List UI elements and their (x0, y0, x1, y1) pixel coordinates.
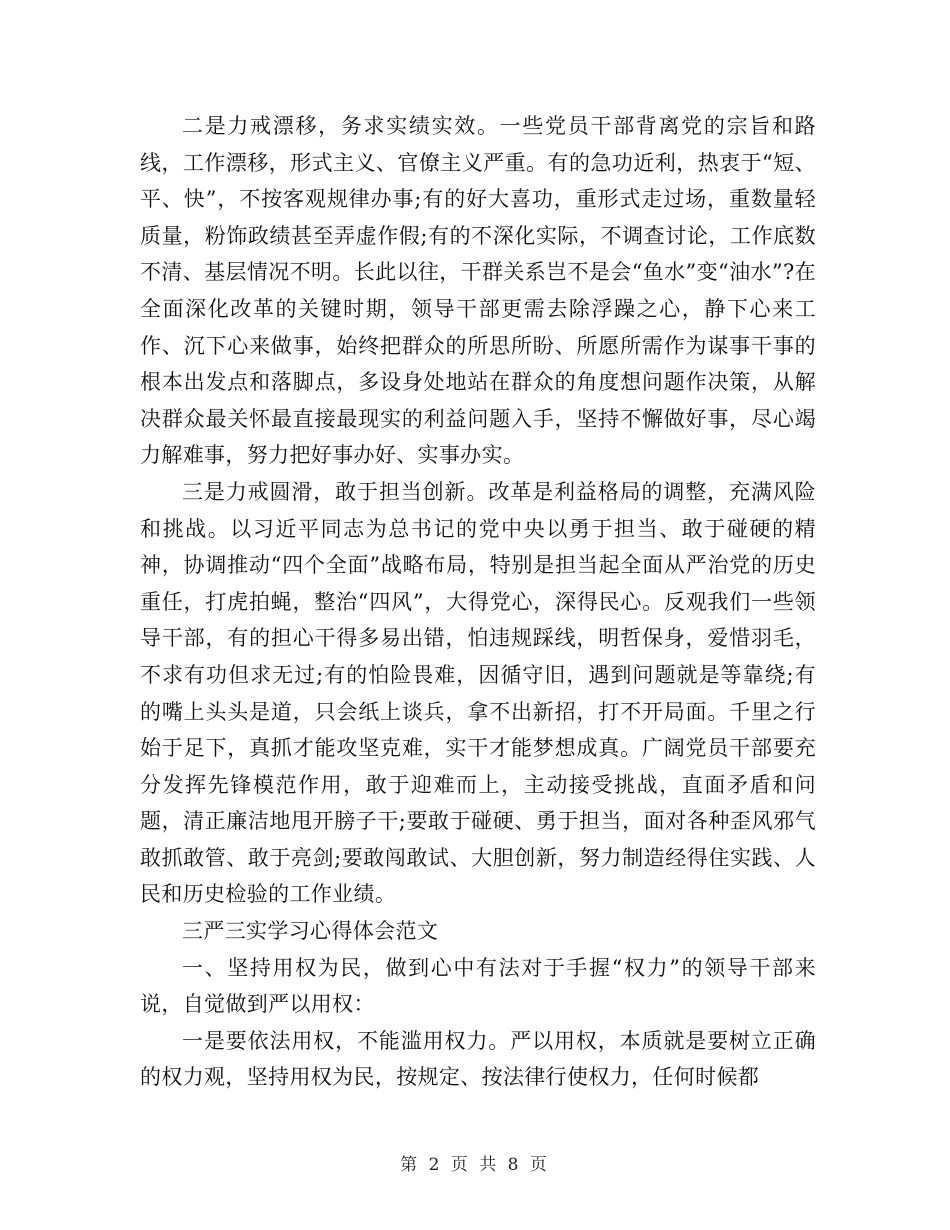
paragraph-power-for-people: 一、坚持用权为民，做到心中有法对于手握“权力”的领导干部来说，自觉做到严以用权： (140, 955, 816, 1017)
section-title: 三严三实学习心得体会范文 (182, 919, 439, 944)
page-number-footer: 第 2 页 共 8 页 (400, 1155, 550, 1175)
paragraph-slickness: 三是力戒圆滑，敢于担当创新。改革是利益格局的调整，充满风险和挑战。以习近平同志为总书记的党中央以勇于担当、敢于碰硬的精神，协调推动“四个全面”战略布局，特别是担当起全面从严治党的历史重任，打虎拍蝇，整治“四风”，大得党心，深得民心。反观我们一些领导干部，有的担心干得多易出错，怕违规踩线，明哲保身，爱惜羽毛，不求有功但求无过;有的怕险畏难，因循守旧，遇到问题就是等靠绕;有的嘴上头头是道，只会纸上谈兵，拿不出新招，打不开局面。千里之行始于足下，真抓才能攻坚克难，实干才能梦想成真。广阔党员干部要充分发挥先锋模范作用，敢于迎难而上，主动接受挑战，直面矛盾和问题，清正廉洁地甩开膀子干;要敢于碰硬、勇于担当，面对各种歪风邪气敢抓敢管、敢于亮剑;要敢闯敢试、大胆创新，努力制造经得住实践、人民和历史检验的工作业绩。 (140, 479, 816, 907)
paragraph-drift: 二是力戒漂移，务求实绩实效。一些党员干部背离党的宗旨和路线，工作漂移，形式主义、官僚主义严重。有的急功近利，热衷于“短、平、快”，不按客观规律办事;有的好大喜功，重形式走过场，重数量轻质量，粉饰政绩甚至弄虚作假;有的不深化实际，不调查讨论，工作底数不清、基层情况不明。长此以往，干群关系岂不是会“鱼水”变“油水”?在全面深化改革的关键时期，领导干部更需去除浮躁之心，静下心来工作、沉下心来做事，始终把群众的所思所盼、所愿所需作为谋事干事的根本出发点和落脚点，多设身处地站在群众的角度想问题作决策，从解决群众最关怀最直接最现实的利益问题入手，坚持不懈做好事，尽心竭力解难事，努力把好事办好、实事办实。 (140, 114, 816, 468)
paragraph-lawful-power: 一是要依法用权，不能滥用权力。严以用权，本质就是要树立正确的权力观，坚持用权为民，按规定、按法律行使权力，任何时候都 (140, 1028, 816, 1090)
document-body (140, 108, 816, 1096)
